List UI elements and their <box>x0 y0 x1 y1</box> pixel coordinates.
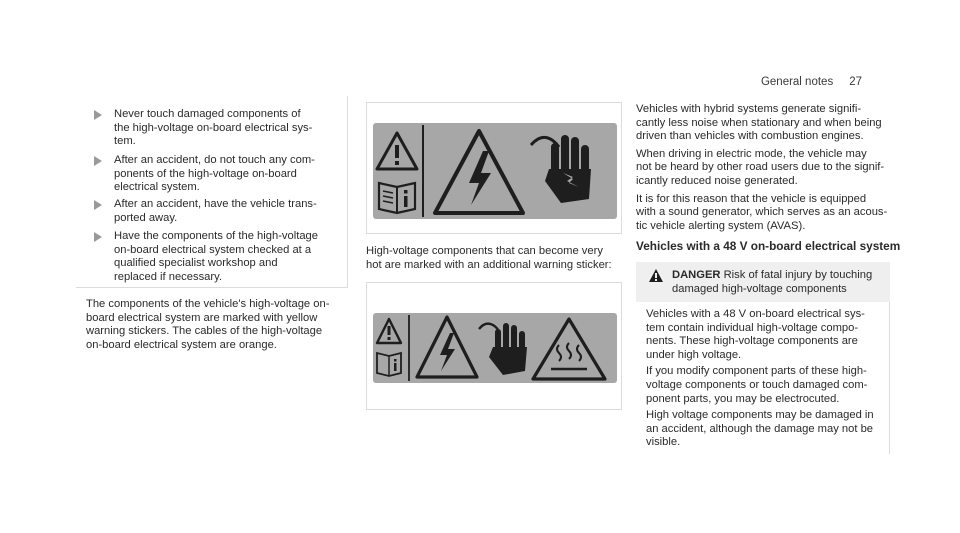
list-item-text: After an accident, do not touch any com- ponents of the high-voltage on-board electrical system. <box>114 154 315 194</box>
section-title: General notes <box>760 76 834 88</box>
arrow-right-icon <box>94 110 102 120</box>
hot-component-sticker <box>367 283 621 409</box>
body-paragraph: The components of the vehicle's high-voltage on- board electrical system are marked with yellow warning stickers. The cables of the high-voltage on-board electrical system are orange. <box>86 298 330 351</box>
danger-notice <box>636 262 890 454</box>
danger-body <box>646 308 886 453</box>
danger-header <box>636 262 890 302</box>
page-header <box>761 76 862 90</box>
body-paragraph: Vehicles with hybrid systems generate signifi- cantly less noise when stationary and when being driven than vehicles with combustion engines. <box>636 103 882 143</box>
avas-text <box>636 103 896 237</box>
danger-title-text: Risk of fatal injury by touching damaged high-voltage components <box>672 269 873 295</box>
body-paragraph: Vehicles with a 48 V on-board electrical sys- tem contain individual high-voltage compo- nents. These high-voltage components are under high voltage. <box>646 308 865 361</box>
bullet-list <box>76 96 348 288</box>
list-item <box>94 230 344 284</box>
warning-triangle-icon <box>648 268 664 283</box>
body-paragraph: If you modify component parts of these high- voltage components or touch damaged com- ponent parts, you may be electrocuted. <box>646 365 868 405</box>
list-item-text: After an accident, have the vehicle trans- ported away. <box>114 198 317 224</box>
hot-component-sticker-figure <box>366 282 622 410</box>
body-paragraph: When driving in electric mode, the vehicle may not be heard by other road users due to the signif- icantly reduced noise generated. <box>636 147 885 187</box>
arrow-right-icon <box>94 200 102 210</box>
list-item <box>94 198 344 225</box>
arrow-right-icon <box>94 232 102 242</box>
arrow-right-icon <box>94 156 102 166</box>
section-heading: Vehicles with a 48 V on-board electrical system <box>636 239 901 253</box>
danger-label: DANGER <box>672 269 721 281</box>
high-voltage-sticker-figure <box>366 102 622 234</box>
list-item <box>94 154 344 195</box>
list-item-text: Have the components of the high-voltage on-board electrical system checked at a qualified specialist workshop and replaced if necessary. <box>114 230 318 283</box>
sticker-caption: High-voltage components that can become very hot are marked with an additional warning sticker: <box>366 245 612 271</box>
body-paragraph: It is for this reason that the vehicle is equipped with a sound generator, which serves as an acous- tic vehicle alerting system (AVAS). <box>636 192 888 232</box>
danger-title <box>672 269 884 296</box>
list-item-text: Never touch damaged components of the high-voltage on-board electrical sys- tem. <box>114 108 313 148</box>
body-paragraph: High voltage components may be damaged in an accident, although the damage may not be visible. <box>646 409 874 449</box>
high-voltage-sticker <box>367 103 621 233</box>
list-item <box>94 108 344 149</box>
page-number: 27 <box>849 76 862 88</box>
